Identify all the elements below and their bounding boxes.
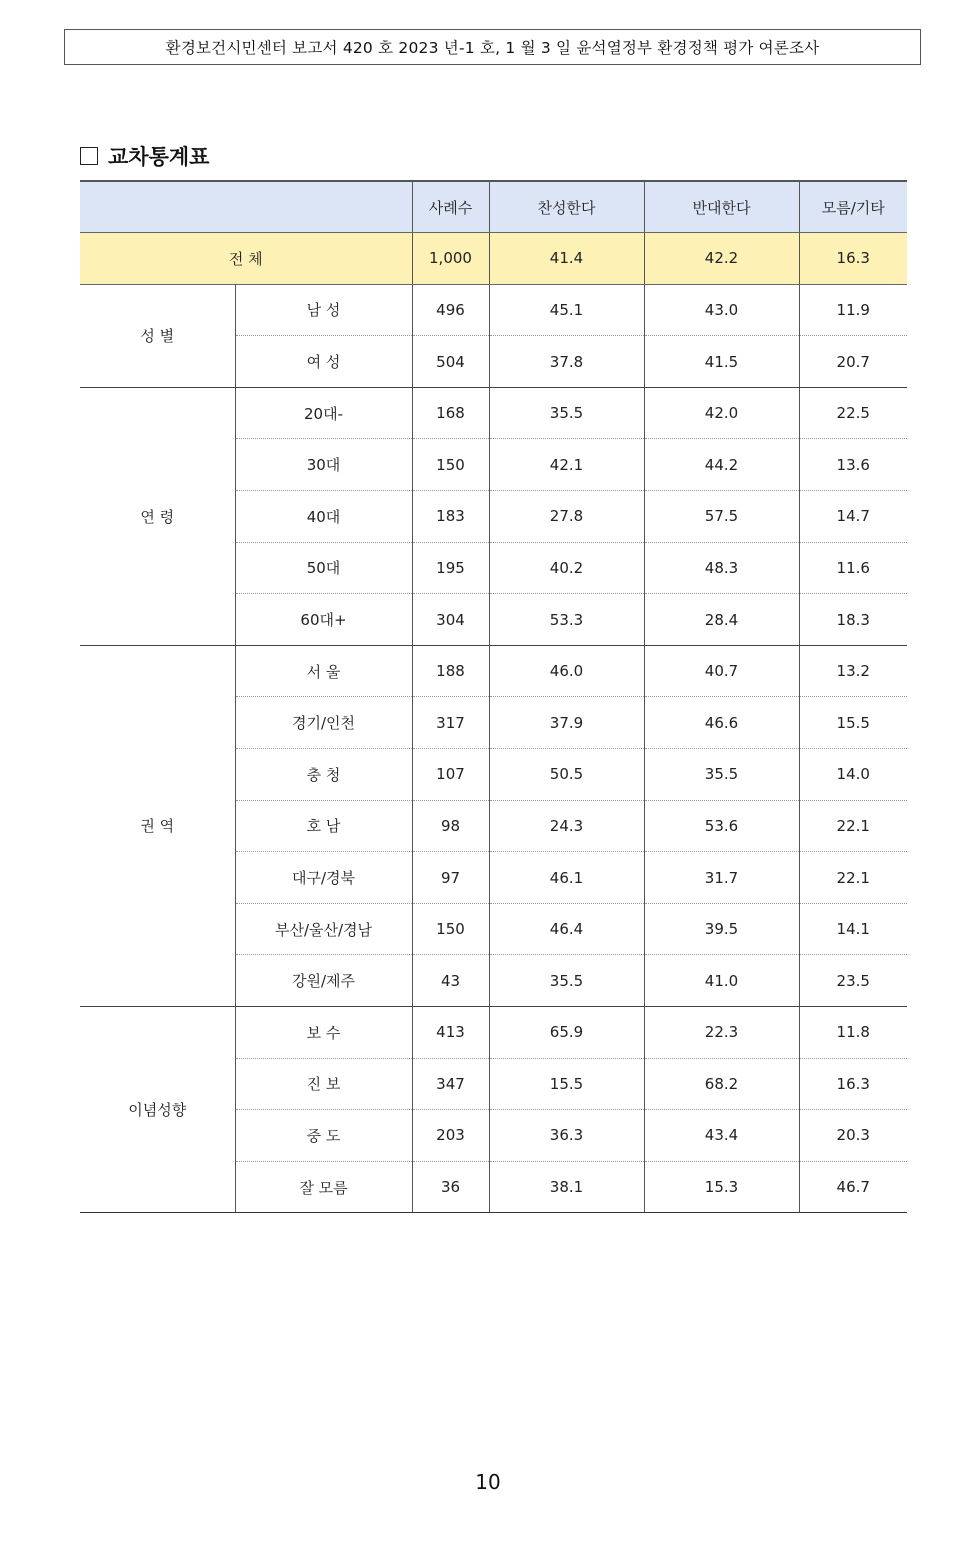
cell-value: 11.9	[799, 284, 907, 336]
column-header: 찬성한다	[489, 181, 644, 233]
section-title	[80, 142, 209, 170]
row-label: 20대-	[235, 387, 412, 439]
table-row	[80, 1007, 907, 1059]
cell-value: 504	[412, 336, 489, 388]
cell-value: 42.0	[644, 387, 799, 439]
cell-value: 20.7	[799, 336, 907, 388]
cell-value: 57.5	[644, 491, 799, 543]
column-header: 모름/기타	[799, 181, 907, 233]
cell-value: 413	[412, 1007, 489, 1059]
row-label: 진 보	[235, 1058, 412, 1110]
cell-value: 13.6	[799, 439, 907, 491]
row-label: 여 성	[235, 336, 412, 388]
cell-value: 188	[412, 645, 489, 697]
cell-value: 150	[412, 439, 489, 491]
cell-value: 53.3	[489, 594, 644, 646]
cell-value: 14.7	[799, 491, 907, 543]
cell-value: 37.9	[489, 697, 644, 749]
row-label: 60대+	[235, 594, 412, 646]
row-label: 남 성	[235, 284, 412, 336]
cell-value: 24.3	[489, 800, 644, 852]
cell-value: 20.3	[799, 1110, 907, 1162]
cell-value: 15.5	[799, 697, 907, 749]
row-label: 30대	[235, 439, 412, 491]
page-number: 10	[475, 1470, 501, 1494]
total-value: 42.2	[644, 233, 799, 285]
cell-value: 13.2	[799, 645, 907, 697]
row-label: 서 울	[235, 645, 412, 697]
cell-value: 22.3	[644, 1007, 799, 1059]
cell-value: 40.7	[644, 645, 799, 697]
cell-value: 43.0	[644, 284, 799, 336]
group-label: 권 역	[80, 645, 235, 1006]
cell-value: 15.3	[644, 1161, 799, 1213]
table-row	[80, 284, 907, 336]
group-label: 성 별	[80, 284, 235, 387]
cell-value: 107	[412, 749, 489, 801]
cell-value: 46.6	[644, 697, 799, 749]
total-value: 16.3	[799, 233, 907, 285]
cell-value: 43	[412, 955, 489, 1007]
cell-value: 150	[412, 903, 489, 955]
cross-tab-table	[80, 180, 907, 1213]
cell-value: 44.2	[644, 439, 799, 491]
section-title-text: 교차통계표	[108, 145, 210, 169]
cell-value: 41.0	[644, 955, 799, 1007]
cell-value: 183	[412, 491, 489, 543]
cell-value: 48.3	[644, 542, 799, 594]
cell-value: 35.5	[644, 749, 799, 801]
cell-value: 43.4	[644, 1110, 799, 1162]
cell-value: 68.2	[644, 1058, 799, 1110]
header-blank-cell	[80, 181, 412, 233]
row-label: 잘 모름	[235, 1161, 412, 1213]
cell-value: 31.7	[644, 852, 799, 904]
table-row	[80, 645, 907, 697]
row-label: 호 남	[235, 800, 412, 852]
cell-value: 195	[412, 542, 489, 594]
cell-value: 203	[412, 1110, 489, 1162]
cell-value: 46.0	[489, 645, 644, 697]
table-row	[80, 387, 907, 439]
cell-value: 11.8	[799, 1007, 907, 1059]
cell-value: 46.1	[489, 852, 644, 904]
group-label: 연 령	[80, 387, 235, 645]
table-header-row	[80, 181, 907, 233]
cell-value: 42.1	[489, 439, 644, 491]
cell-value: 317	[412, 697, 489, 749]
cell-value: 35.5	[489, 387, 644, 439]
row-label: 보 수	[235, 1007, 412, 1059]
total-value: 41.4	[489, 233, 644, 285]
column-header: 사례수	[412, 181, 489, 233]
cell-value: 14.0	[799, 749, 907, 801]
column-header: 반대한다	[644, 181, 799, 233]
group-label: 이념성향	[80, 1007, 235, 1213]
cell-value: 22.1	[799, 800, 907, 852]
cell-value: 22.5	[799, 387, 907, 439]
total-row	[80, 233, 907, 285]
cell-value: 11.6	[799, 542, 907, 594]
row-label: 40대	[235, 491, 412, 543]
cell-value: 27.8	[489, 491, 644, 543]
row-label: 부산/울산/경남	[235, 903, 412, 955]
cell-value: 37.8	[489, 336, 644, 388]
cell-value: 36	[412, 1161, 489, 1213]
checkbox-icon	[80, 147, 98, 165]
cell-value: 15.5	[489, 1058, 644, 1110]
row-label: 강원/제주	[235, 955, 412, 1007]
cell-value: 97	[412, 852, 489, 904]
total-label: 전 체	[80, 233, 412, 285]
cell-value: 40.2	[489, 542, 644, 594]
cell-value: 14.1	[799, 903, 907, 955]
cell-value: 23.5	[799, 955, 907, 1007]
cell-value: 65.9	[489, 1007, 644, 1059]
cell-value: 39.5	[644, 903, 799, 955]
cell-value: 38.1	[489, 1161, 644, 1213]
cell-value: 36.3	[489, 1110, 644, 1162]
total-value: 1,000	[412, 233, 489, 285]
row-label: 중 도	[235, 1110, 412, 1162]
row-label: 충 청	[235, 749, 412, 801]
cell-value: 35.5	[489, 955, 644, 1007]
cell-value: 28.4	[644, 594, 799, 646]
cell-value: 168	[412, 387, 489, 439]
cell-value: 46.4	[489, 903, 644, 955]
cell-value: 18.3	[799, 594, 907, 646]
cell-value: 304	[412, 594, 489, 646]
cell-value: 41.5	[644, 336, 799, 388]
cell-value: 45.1	[489, 284, 644, 336]
cell-value: 22.1	[799, 852, 907, 904]
cell-value: 16.3	[799, 1058, 907, 1110]
row-label: 경기/인천	[235, 697, 412, 749]
cell-value: 46.7	[799, 1161, 907, 1213]
cell-value: 347	[412, 1058, 489, 1110]
cell-value: 496	[412, 284, 489, 336]
report-header: 환경보건시민센터 보고서 420 호 2023 년-1 호, 1 월 3 일 윤석열정부 환경정책 평가 여론조사	[64, 29, 921, 65]
cell-value: 98	[412, 800, 489, 852]
cell-value: 50.5	[489, 749, 644, 801]
row-label: 50대	[235, 542, 412, 594]
cell-value: 53.6	[644, 800, 799, 852]
row-label: 대구/경북	[235, 852, 412, 904]
